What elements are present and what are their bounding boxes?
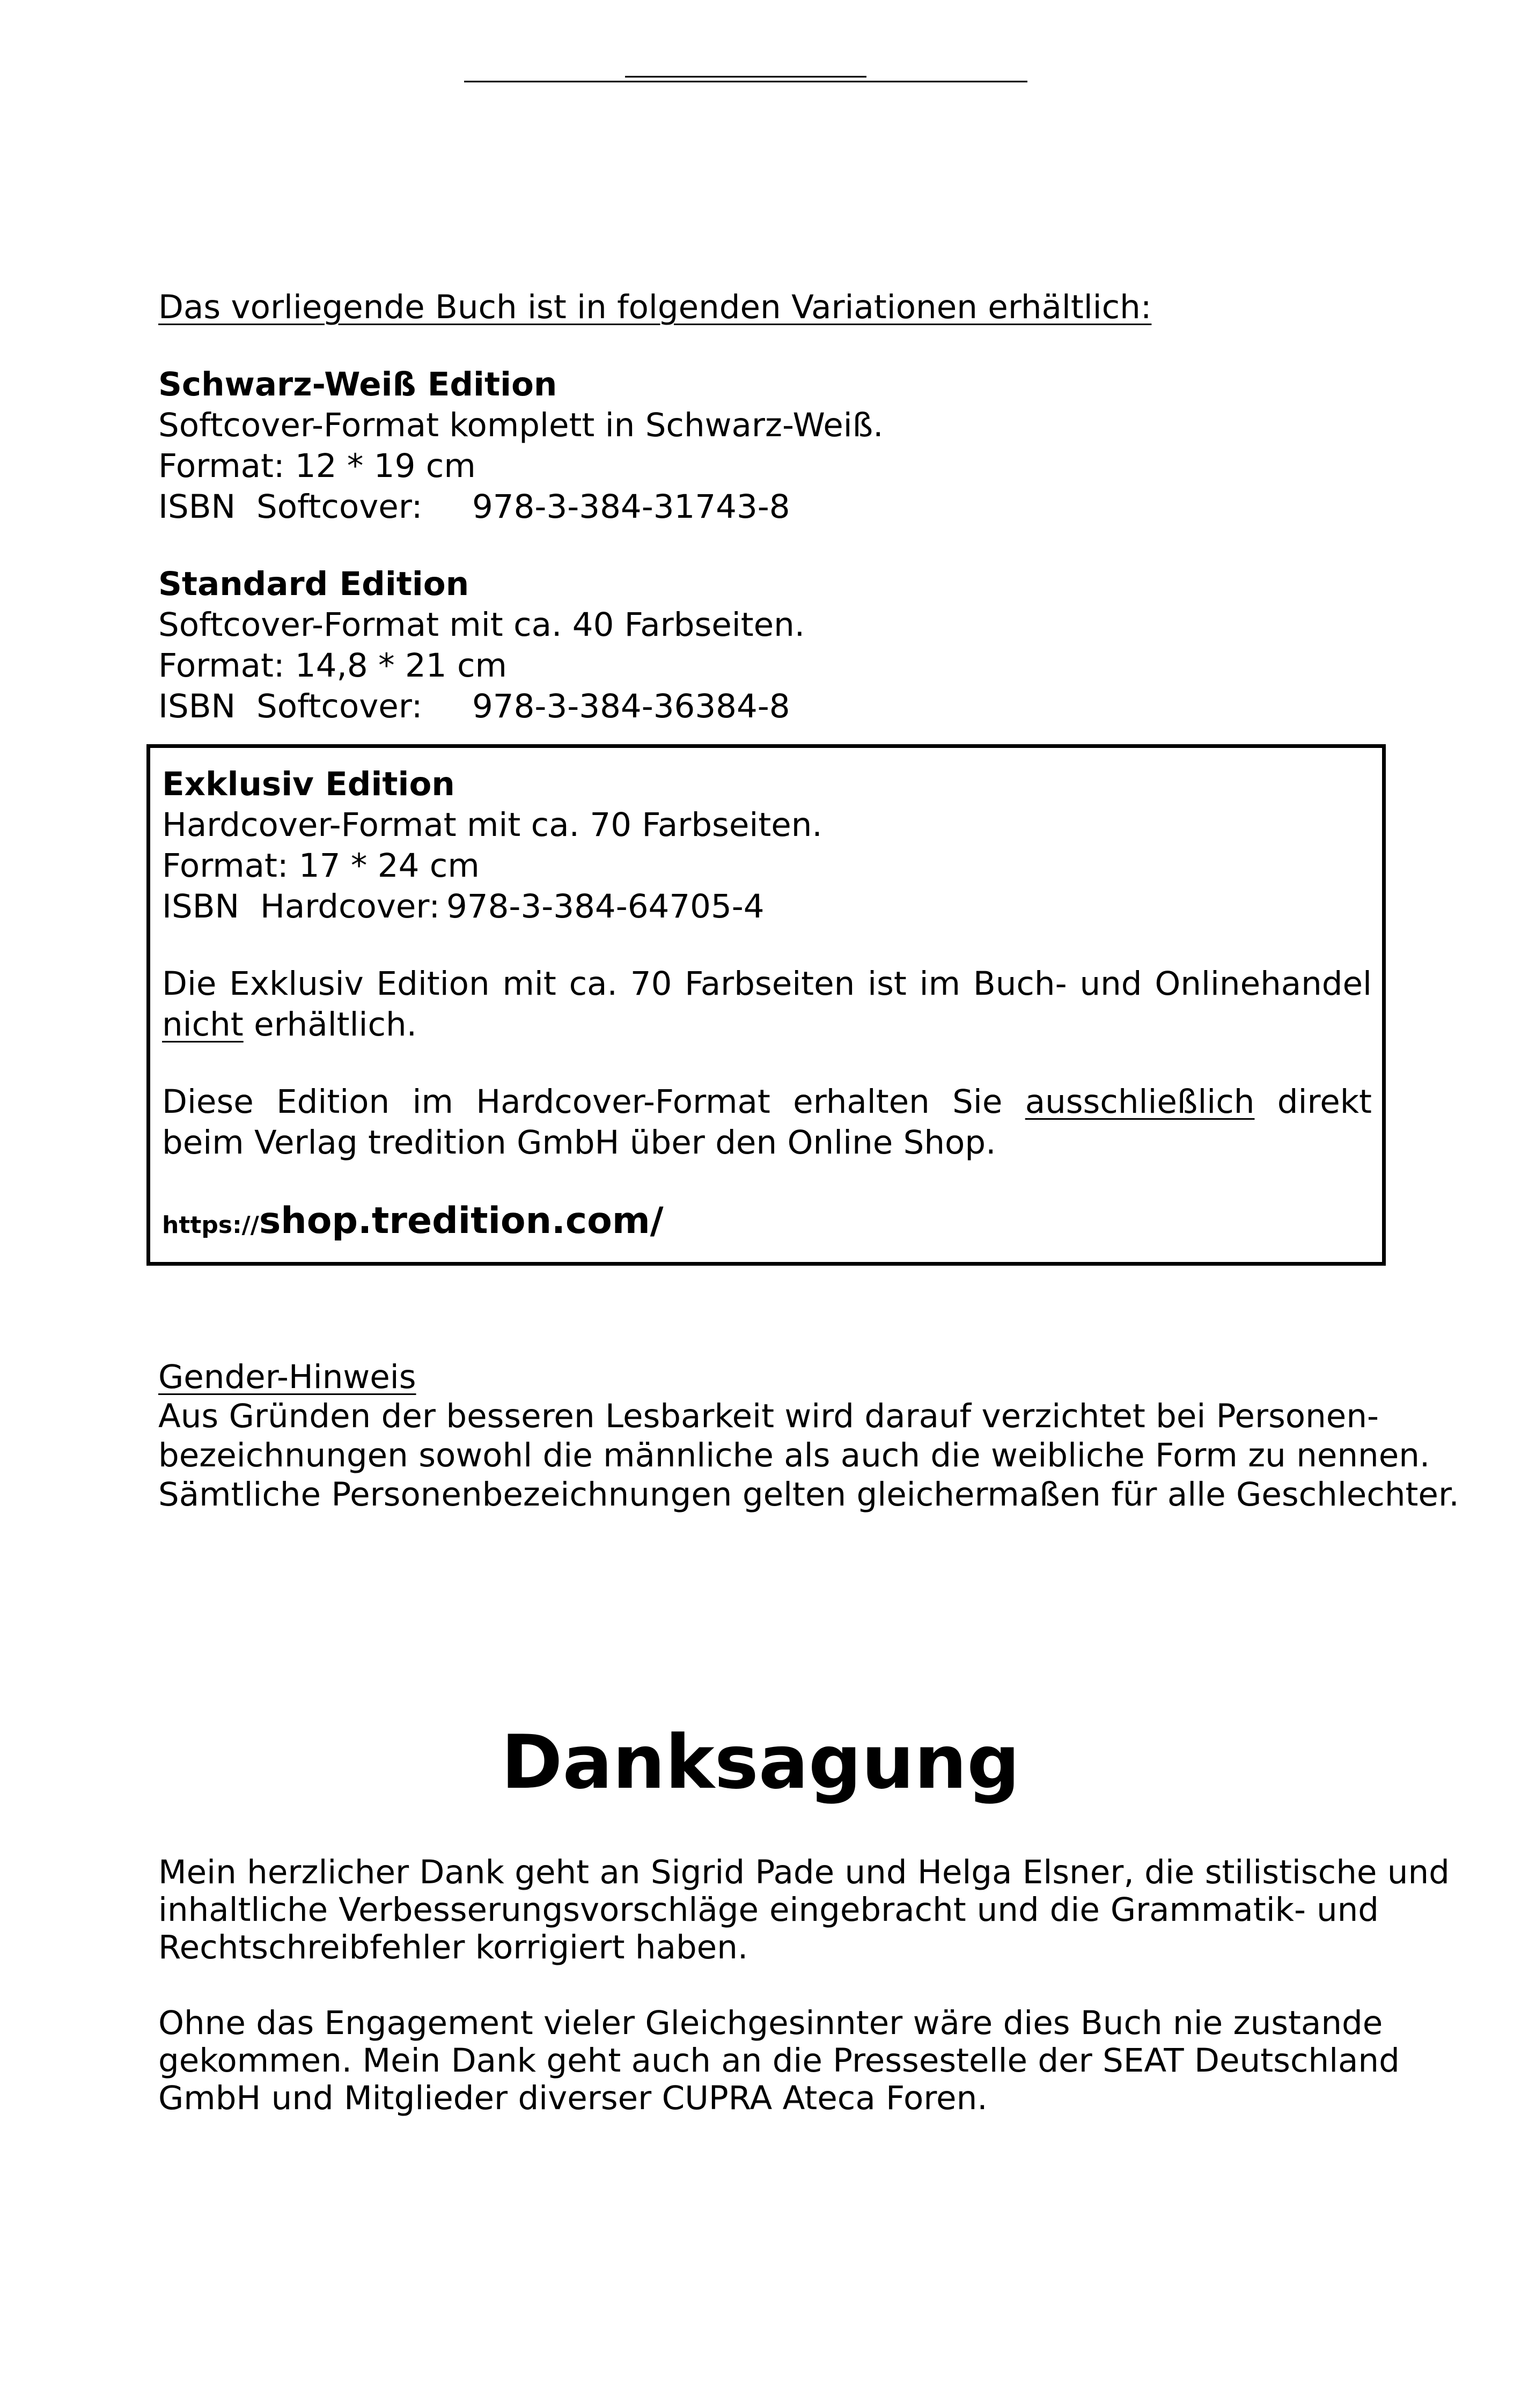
isbn-label: ISBN Hardcover: bbox=[162, 887, 440, 926]
acknowledgements-line: Rechtschreibfehler korrigiert haben. bbox=[158, 1928, 748, 1966]
edition-description: Softcover-Format mit ca. 40 Farbseiten. bbox=[158, 606, 805, 644]
gender-note-line: bezeichnungen sowohl die männliche als auch die weibliche Form zu nennen. bbox=[158, 1436, 1430, 1474]
acknowledgements-section bbox=[158, 1853, 1450, 2117]
gender-note-line: Aus Gründen der besseren Lesbarkeit wird darauf verzichtet bei Personen- bbox=[158, 1397, 1379, 1435]
exclusive-edition-box bbox=[146, 744, 1386, 1266]
top-ornament-rule bbox=[464, 75, 1027, 84]
shop-url-prefix: https:// bbox=[162, 1212, 259, 1239]
edition-isbn bbox=[162, 886, 1372, 927]
edition-title: Schwarz-Weiß Edition bbox=[158, 365, 557, 403]
isbn-number: 978-3-384-64705-4 bbox=[446, 887, 765, 926]
isbn-number: 978-3-384-36384-8 bbox=[472, 687, 790, 725]
edition-description: Softcover-Format komplett in Schwarz-Weiß. bbox=[158, 406, 884, 444]
edition-format: Format: 14,8 * 21 cm bbox=[158, 647, 507, 685]
gender-note-section bbox=[158, 1357, 1459, 1514]
availability-note bbox=[162, 964, 1372, 1045]
acknowledgements-line: Mein herzlicher Dank geht an Sigrid Pade und Helga Elsner, die stilistische und bbox=[158, 1853, 1450, 1891]
purchase-text-end: direkt beim Verlag tredition GmbH über den Online Shop. bbox=[162, 1083, 1372, 1162]
availability-text: Die Exklusiv Edition mit ca. 70 Farbseiten ist im Buch- und Onlinehandel bbox=[162, 965, 1372, 1003]
shop-url-domain: shop.tredition.com/ bbox=[259, 1200, 664, 1242]
isbn-label: ISBN Softcover: bbox=[158, 488, 423, 526]
isbn-number: 978-3-384-31743-8 bbox=[472, 488, 790, 526]
gender-note-line: Sämtliche Personenbezeichnungen gelten gleichermaßen für alle Geschlechter. bbox=[158, 1475, 1459, 1514]
edition-isbn bbox=[158, 686, 1379, 727]
acknowledgements-line: gekommen. Mein Dank geht auch an die Pressestelle der SEAT Deutschland bbox=[158, 2042, 1400, 2080]
availability-emphasis: nicht bbox=[162, 1005, 244, 1044]
acknowledgements-line: Ohne das Engagement vieler Gleichgesinnter wäre dies Buch nie zustande bbox=[158, 2004, 1383, 2042]
edition-standard bbox=[158, 564, 1379, 727]
edition-description: Hardcover-Format mit ca. 70 Farbseiten. bbox=[162, 806, 822, 844]
edition-isbn bbox=[158, 487, 1379, 527]
isbn-label: ISBN Softcover: bbox=[158, 687, 423, 725]
acknowledgements-title: Danksagung bbox=[501, 1719, 1020, 1805]
acknowledgements-line: GmbH und Mitglieder diverser CUPRA Ateca Foren. bbox=[158, 2079, 988, 2117]
edition-format: Format: 12 * 19 cm bbox=[158, 447, 476, 485]
exclusive-edition-content bbox=[162, 764, 1372, 1252]
edition-title: Standard Edition bbox=[158, 565, 469, 603]
shop-url[interactable] bbox=[162, 1200, 1372, 1252]
editions-section bbox=[158, 287, 1379, 763]
edition-bw bbox=[158, 364, 1379, 527]
gender-note-heading: Gender-Hinweis bbox=[158, 1358, 416, 1396]
acknowledgements-line: inhaltliche Verbesserungsvorschläge eingebracht und die Grammatik- und bbox=[158, 1891, 1379, 1929]
edition-format: Format: 17 * 24 cm bbox=[162, 847, 480, 885]
availability-text-end: erhältlich. bbox=[243, 1005, 417, 1044]
edition-title: Exklusiv Edition bbox=[162, 765, 455, 803]
purchase-emphasis: ausschließlich bbox=[1025, 1083, 1255, 1121]
purchase-text: Diese Edition im Hardcover-Format erhalten Sie bbox=[162, 1083, 1025, 1121]
editions-intro-heading: Das vorliegende Buch ist in folgenden Variationen erhältlich: bbox=[158, 288, 1152, 326]
purchase-note bbox=[162, 1082, 1372, 1163]
